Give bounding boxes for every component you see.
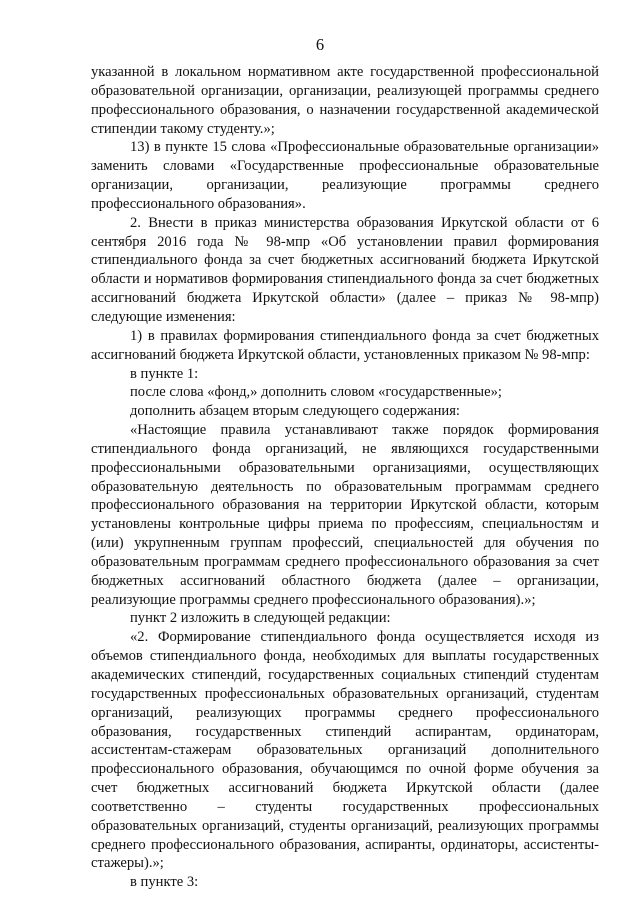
paragraph-section-2: 2. Внести в приказ министерства образования Иркутской области от 6 сентября 2016 года № 98-мпр «Об установлении правил формирования стипендиального фонда за счет бюджетных ассигнований бюджета Иркутской области и нормативов формирования стипендиального фонда за счет бюджетных ассигнований бюджета Иркутской области» (далее – приказ № 98-мпр) следующие изменения:: [91, 214, 599, 325]
paragraph-item-1: 1) в правилах формирования стипендиального фонда за счет бюджетных ассигнований бюджета Иркутской области, установленных приказом № 98-мпр:: [91, 327, 599, 363]
document-body: [91, 63, 599, 892]
paragraph-point-2-redaction: пункт 2 изложить в следующей редакции:: [130, 610, 391, 627]
paragraph-continuation: указанной в локальном нормативном акте государственной профессиональной образовательной организации, организации, реализующей программы среднего профессионального образования, о назначении государственной академической стипендии такому студенту.»;: [91, 64, 599, 137]
paragraph-quoted-point-2: «2. Формирование стипендиального фонда осуществляется исходя из объемов стипендиального фонда, необходимых для выплаты государственных академических стипендий, государственных социальных стипендий студентам государственных профессиональных образовательных организаций, студентам организаций, реализующих программы среднего профессионального образования, государственных стипендий аспирантам, ординаторам, ассистентам-стажерам образовательных организаций дополнительного профессионального образования, обучающимся по очной форме обучения за счет бюджетных ассигнований бюджета Иркутской области (далее соответственно – студенты государственных профессиональных образовательных организаций, студенты организаций, реализующих программы среднего профессионального образования, аспиранты, ординаторы, ассистенты-стажеры).»;: [91, 629, 599, 872]
paragraph-in-point-1: в пункте 1:: [130, 365, 199, 382]
paragraph-add-second-clause: дополнить абзацем вторым следующего содержания:: [130, 403, 460, 420]
paragraph-quoted-rules: «Настоящие правила устанавливают также порядок формирования стипендиального фонда организаций, не являющихся государственными профессиональными образовательными организациями, осуществляющих образовательную деятельность по образовательным программам среднего профессионального образования на территории Иркутской области, которым установлены контрольные цифры приема по профессиям, специальностям и (или) укрупненным группам профессий, специальностей для обучения по образовательным программам среднего профессионального образования за счет бюджетных ассигнований областного бюджета (далее – организации, реализующие программы среднего профессионального образования).»;: [91, 422, 599, 608]
page-number: 6: [315, 35, 325, 54]
paragraph-item-13: 13) в пункте 15 слова «Профессиональные образовательные организации» заменить словами «Государственные профессиональные образовательные организации, организации, реализующие программы среднего профессионального образования».: [91, 139, 599, 212]
paragraph-in-point-3: в пункте 3:: [130, 874, 199, 891]
paragraph-after-word: после слова «фонд,» дополнить словом «государственные»;: [130, 384, 502, 401]
